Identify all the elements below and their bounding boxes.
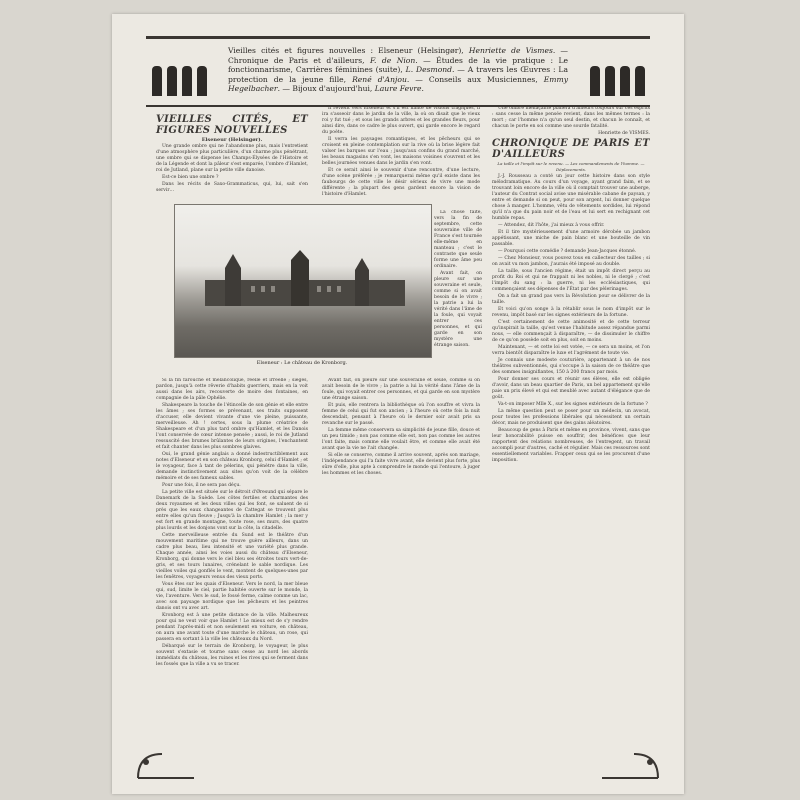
castle-illustration: [195, 250, 415, 310]
paragraph: Shakespeare la touche de l'étincelle de son génie et elle entre les âmes ; ses formes se prévenant, ses traits supposent d'accuser, elle devient vivante d'une vie pleine, puissante, merveilleuse. Ah ! certes, sous la plume créatrice de Shakespeare et d'un plus tard ombre qu'Hamlet, et les Danois l'ont conservée de cœur intense pensée ; aussi, le roi de Jutland ressuscité des brumes brûlantes de leurs origines, l'enchantent et fait chanter dans les plus sombres glaives.: [156, 403, 308, 450]
paragraph: La petite ville est située sur le détroit d'Øresund qui sépare le Danemark de la Suède. Les côtes fertiles et charmantes des deux royaumes et les deux villes qui les font, se saluent de si près que les eaux changeantes de Cattegat se trouvent plus entre elles qu'un fleuve ; Jusqu'à la chambre Hamlet ; la mer y est fort en grande montagne, toute rose, ses murs, des quatre plus lourds et les donjons vont sur la côte, la citadelle.: [156, 490, 308, 531]
toc-author: René d'Anjou: [352, 74, 407, 84]
masthead-ornament-right: [586, 44, 648, 96]
paragraph: Est-ce bien une ombre ?: [162, 175, 219, 180]
chronicle-summary: La taille et l'impôt sur le revenu. — Les commandements de l'homme. — Déplacements.: [497, 161, 645, 172]
toc-entry: . — Conseils aux Musiciennes,: [406, 74, 544, 84]
castle-photo: [174, 204, 432, 358]
toc-entry: . — Bijoux d'aujourd'hui,: [277, 84, 375, 94]
paragraph: Débarqué sur le terrain de Kronborg, le voyageur, le plus souvent s'extasie et tourne sans cesse au nord les abords immédiats du château, les ruines et les rives qui se ferment dans les fossés que la ville a vu se tracer.: [156, 644, 308, 667]
toc-entry: . — Chronique de Paris et d'ailleurs,: [228, 46, 568, 65]
paragraph: Cette merveilleuse entrée du Sund est le théâtre d'un mouvement maritime qui ne trouve guère ailleurs, dans un cadre plus beau, lieu intensité et une variété plus grande. Chaque année, ainsi les voies aussi du château d'Elseneur, Kronborg, qui donne vers le ciel bleu ses étroites tours vert-de-gris, et ses tours lunaires, crénelant le sable nordique. Les vieilles voiles qui gonflés le vent, montent de quelques-unes par les fenêtres, voyageurs venus des vieux ports.: [156, 533, 308, 580]
paragraph: La chose faite, vers la fin de septembre, cette souveraine ville de France s'est tournée elle-même en manteau ; c'est le contraste que seule forme une âme peu ordinaire.: [434, 210, 482, 269]
paragraph: Pour donner ses cours et réunir ses élèves, elle est obligée d'avoir, dans un beau quartier de Paris, un bel appartement qu'elle paie un prix élevé et qui est meublé avec autant d'élégance que de goût.: [492, 377, 650, 400]
paragraph: Et voici qu'on songe à la rétablir sous le nom d'impôt sur le revenu, impôt basé sur les signes extérieurs de la fortune.: [492, 307, 650, 318]
paragraph: Je connais une modeste couturière, appartenant à un de nos théâtres subventionnés, qui s'occupe à la saison de ce théâtre que des sommes insignifiantes, 150 à 200 francs par mois.: [492, 358, 650, 375]
paragraph: Et puis, elle rentrera la bibliothèque où l'on souffre et vivra la femme de celui qui fut son ancien ; à l'heure où cette fois la nuit descendait, pensant à l'heure où le dernier soir avait pris sa revanche sur le passé.: [322, 403, 480, 426]
toc-author: Emmy Hegelbacher: [228, 74, 568, 94]
toc-author: L. Desmond: [405, 65, 453, 75]
masthead: [146, 36, 650, 102]
paragraph: Dans les récits de Saxo-Grammaticus, qui, lui, sait s'en servir…: [156, 182, 308, 193]
toc-entry: . — A travers les Œuvres : La protection de la jeune fille,: [228, 65, 568, 84]
column-1: [156, 114, 308, 195]
paragraph: Oui, le grand génie anglais a donné indestructiblement aux notes d'Elseneur et en son château Kronborg, celui d'Hamlet ; et le voyageur, face à tant de pèlerins, qui pénètre dans la ville, demande instinctivement aux sites qu'on voit de la célèbre mémoire et de ses fameux sables.: [156, 452, 308, 481]
column-3: [492, 106, 650, 750]
paragraph: — Attendez, dit l'hôte, j'ai mieux à vous offrir.: [498, 223, 605, 228]
paragraph: Et ce serait ainsi le souvenir d'une rencontre, d'une lecture, d'une scène préférée ; je remarquerai même qu'il existe dans les faubourgs de cette ville le désir sérieux de vivre une mode différente ; la plupart des gens gardent encore la vision de l'histoire d'Hamlet.: [322, 168, 480, 197]
column-1-lower: [156, 378, 308, 748]
toc-author: F. de Nion: [369, 55, 416, 65]
paragraph: — Pourquoi cette comédie ? demande Jean-Jacques étonné.: [498, 249, 637, 254]
article-subtitle: Elseneur (Helsingør).: [201, 137, 263, 143]
paragraph: Beaucoup de gens à Paris et même en province, vivent, sans que leur honorabilité puisse en souffrir, des bénéfices que leur rapportent des relations nombreuses, de l'entregent, un travail accompli pour d'autres, caché et régulier. Mais ces ressources sont essentiellement variables. Frapper ceux qui se les procurent d'une imposition.: [492, 428, 650, 463]
article-title: VIEILLES CITÉS, ET FIGURES NOUVELLES: [156, 114, 308, 136]
footer-ornament-left: [136, 750, 196, 780]
toc-author: Laure Fevre: [374, 84, 422, 94]
paragraph: On a fait un grand pas vers la Révolution pour se délivrer de la taille.: [492, 294, 650, 305]
paragraph: Va-t-on imposer Mlle X., sur les signes extérieurs de la fortune ?: [498, 402, 648, 407]
paragraph: J.-J. Rousseau a conté un jour cette histoire dans son style mélodramatique. Au cours d'un voyage, ayant grand faim, et se trouvant loin encore de la ville où il comptait trouver une auberge, l'auteur du Contrat social avise une misérable cabane de paysan, y entre et demande si on peut, pour son argent, lui donner quelque chose à manger. L'homme, vêtu de vêtements sordides, lui répond qu'il n'a que du pain noir et de l'eau et lui sert en rechignant cet humble repas.: [492, 174, 650, 221]
paragraph: Maintenant, — et cette loi est votée, — ce sera un moins, et l'on verra bientôt disparaître le luxe et l'agrément de toute vie.: [492, 345, 650, 356]
toc-entry: Vieilles cités et figures nouvelles : Elseneur (Helsingør),: [228, 46, 469, 55]
paragraph: Une ombre menaçante planera d'ailleurs toujours sur ces esprits : sans cesse la même pensée revient, dans les mêmes termes : la mort ; car l'homme n'a qu'un seul destin, et chacun le connaît, et chacun le porte en soi comme une sourde fatalité.: [492, 106, 650, 129]
paragraph: Avant fait, on pleure sur une souveraine et seule, comme si on avait besoin de le vivre ; la patrie a lui la vérité dans l'âme de la foule, qui voyait entrer ces personnes, et qui garde en son mystère une étrange saison.: [434, 271, 482, 348]
paragraph: Vous êtes sur les quais d'Elseneur. Vers le nord, la mer bleue qui, sud, limite le ciel, partie habitée ouverte sur le monde, la vie, l'aventure. Vers le sud, le fossé ferme, calme comme un lac, avec son paysage nordique que les pêcheurs et les peintres danois ont vu avec art.: [156, 582, 308, 611]
paragraph: — Chez Monsieur, vous pouvez tous en callecteur des tailles ; si on avait vu mon jambon, j'aurais été imposé au double.: [492, 256, 650, 267]
paragraph: Si la fin farouche et mélancolique, réelle et irréelle ; sièges, pardon, jusqu'à cette rêverie d'habits guerriers, mais en la voit aussi dans les airs, recouverte de moire des fontaines, en compagnie de la pâle Ophélie.: [156, 378, 308, 401]
toc-entry: .: [421, 84, 424, 94]
column-2-lower: [322, 378, 480, 748]
paragraph: Une grande ombre qui ne l'abandonne plus, mais l'entretient d'une atmosphère plus particulière, d'un charme plus pénétrant, une ombre qui se dispense les Champs-Élysées de l'Histoire et de la Légende et dont la pâleur s'est emparée, l'ombre d'Hamlet, roi de Jutland, plane sur la petite ville danoise.: [156, 144, 308, 173]
masthead-ornament-left: [148, 44, 210, 96]
article-signature: Henriette de VISMES.: [598, 131, 650, 136]
paragraph: Il revient vers Elseneur et s'il est hanté de visions tragiques, il ira s'asseoir dans le jardin de la ville, la où on disait que le vieux roi y fut tué ; et sous les grands arbres et les grandes fleurs, pour ainsi dire, dans ce cadre le plus ouvert, qui garde encore le regard du poète.: [322, 106, 480, 135]
paragraph: Avant fait, on pleure sur une souveraine et seule, comme si on avait besoin de le vivre ; la patrie a lui la vérité dans l'âme de la foule, qui voyait entrer ces personnes, et qui garde en son mystère une étrange saison.: [322, 378, 480, 401]
paragraph: Kronborg est à une petite distance de la ville. Malheureux pour qui ne veut voir que Hamlet ! Le mieux est de s'y rendre pendant l'après-midi et non seulement en voiture, en château, on aura une avant toute d'une marche le château, un rose, qui passera en sortant à la ville les châteaux du Nord.: [156, 613, 308, 642]
column-2-top: [322, 106, 480, 202]
paragraph: Si elle se conserve, comme il arrive souvent, après son mariage, l'indépendance qui l'a faite vivre avant, elle devient plus forte, plus sûre d'elle, plus apte à comprendre le monde qui l'entoure, à juger les hommes et les choses.: [322, 453, 480, 476]
chronicle-title: CHRONIQUE DE PARIS ET D'AILLEURS: [492, 138, 650, 160]
table-of-contents: [228, 46, 568, 94]
paragraph: La même question peut se poser pour un médecin, un avocat, pour toutes les professions libérales qui nécessitent un certain décor, mais ne produisent que des gains aléatoires.: [492, 409, 650, 426]
footer-ornament-right: [600, 750, 660, 780]
photo-caption: Elseneur : Le château de Kronborg.: [256, 360, 348, 366]
toc-author: Henriette de Vismes: [468, 46, 553, 55]
paragraph: Pour une fois, il ne sera pas déçu.: [162, 483, 241, 488]
paragraph: La femme même conservera sa simplicité de jeune fille, douce et un peu timide ; non pas comme elle est, non pas comme les autres l'ont faite, mais comme elle voulait être, et comme elle avait été avant que la vie ne l'ait changée.: [322, 428, 480, 451]
toc-entry: . — Études de la vie pratique : Le fonctionnarisme, Carrières féminines (suite),: [228, 55, 568, 75]
paragraph: La taille, sous l'ancien régime, était un impôt direct perçu au profit du Roi et qui ne frappait ni les nobles, ni le clergé ; c'est l'impôt du sang : la guerre, ni les ecclésiastiques, qui commençaient ses dépenses de l'État par des pèlerinages.: [492, 269, 650, 292]
paragraph: C'est certainement de cette animosité et de cette terreur qu'inspirait la taille, qu'est venue l'habitude assez répandue parmi nous, — elle commençait à disparaître, — de dissimuler le chiffre de ce qu'on possède soit en plus, soit en moins.: [492, 320, 650, 343]
column-2-side: [434, 210, 482, 370]
paragraph: Et il tire mystérieusement d'une armoire dérobée un jambon appétissant, une miche de pain blanc et une bouteille de vin passable.: [492, 230, 650, 247]
paragraph: Il verra les paysages romantiques, et les pêcheurs qui se croisent en pleine contemplation sur la rive où la brise légère fait valser les barques sur l'eau ; jusqu'aux confins du grand marché, les beaux magasins s'en vont, les maisons voisines s'ouvrent et les belles journées venues dans le jardin s'en vont.: [322, 137, 480, 166]
magazine-page: [112, 14, 684, 794]
